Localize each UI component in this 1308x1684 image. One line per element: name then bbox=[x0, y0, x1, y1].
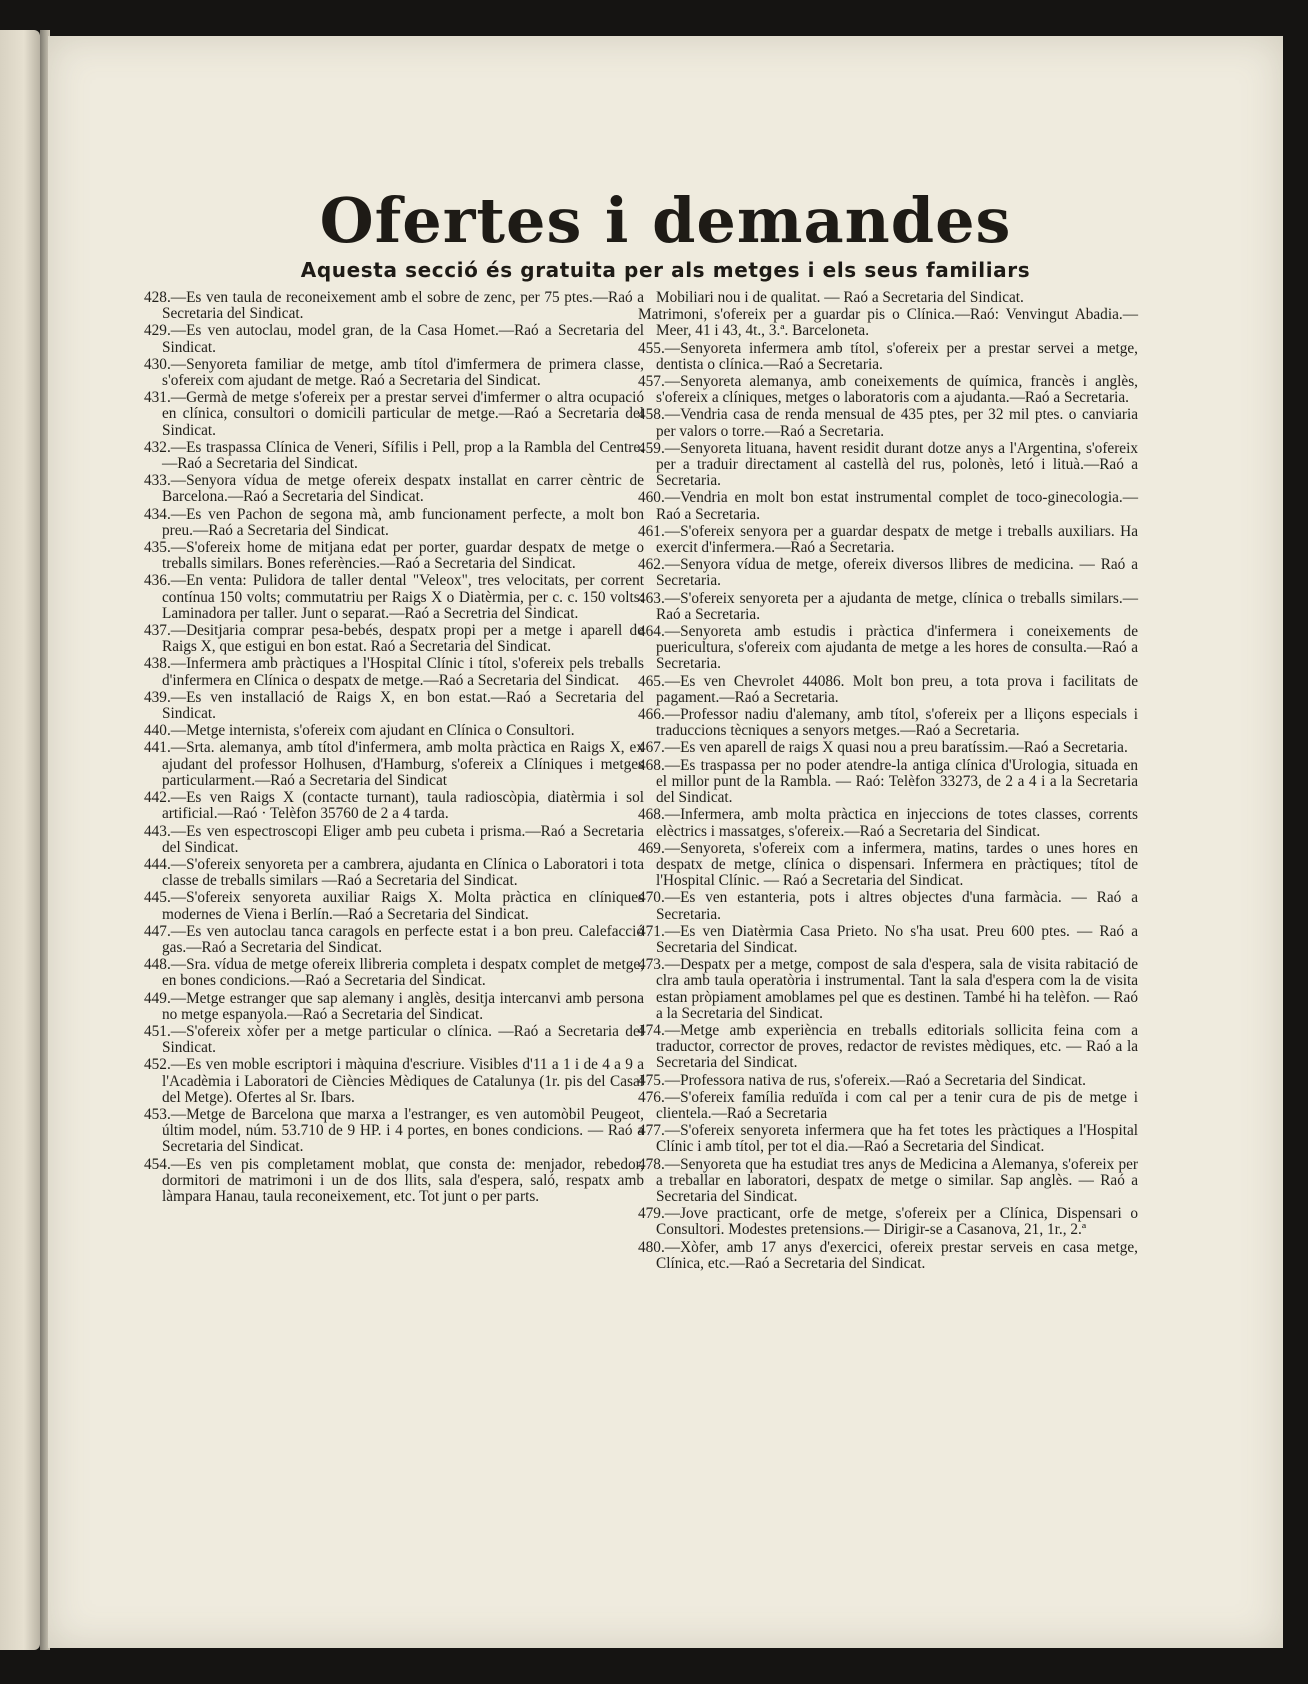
listing-number: 430. bbox=[144, 355, 171, 373]
listing-number: 428. bbox=[144, 289, 171, 306]
listing-number: 452. bbox=[144, 1056, 171, 1074]
listing-entry bbox=[638, 807, 1138, 839]
listing-entry bbox=[144, 323, 644, 355]
listing-entry bbox=[638, 841, 1138, 890]
listing-entry bbox=[638, 957, 1138, 1022]
listing-text: —S'ofereix senyoreta per a ajudanta de metge, clínica o treballs similars.—Raó a Secretaria. bbox=[656, 589, 1138, 623]
listing-entry bbox=[144, 390, 644, 439]
listing-number: 447. bbox=[144, 922, 171, 940]
listing-text: —Es ven taula de reconeixement amb el sobre de zenc, per 75 ptes.—Raó a Secretaria del Sindicat. bbox=[162, 289, 644, 323]
listing-number: 429. bbox=[144, 322, 171, 340]
listing-number: 444. bbox=[144, 855, 171, 873]
listing-entry bbox=[144, 790, 644, 822]
listing-number: 432. bbox=[144, 438, 171, 456]
listing-number: 461. bbox=[638, 522, 665, 540]
listing-entry bbox=[144, 924, 644, 956]
listing-entry bbox=[638, 758, 1138, 807]
listing-number: 466. bbox=[638, 706, 665, 724]
listing-number: 437. bbox=[144, 622, 171, 640]
listing-text: —S'ofereix família reduïda i com cal per a tenir cura de pis de metge i clientela.—Raó a Secretaria bbox=[656, 1088, 1138, 1122]
listing-entry bbox=[144, 1157, 644, 1206]
listing-entry bbox=[638, 924, 1138, 956]
listing-number: 476. bbox=[638, 1088, 665, 1106]
listing-number: 459. bbox=[638, 439, 665, 457]
listing-entry bbox=[638, 524, 1138, 556]
listing-text: —Vendria casa de renda mensual de 435 ptes, per 32 mil ptes. o canviaria per valors o torre.—Raó a Secretaria. bbox=[656, 406, 1138, 440]
listing-text: —Es ven Pachon de segona mà, amb funcionament perfecte, a molt bon preu.—Raó a Secretaria del Sindicat. bbox=[162, 505, 644, 539]
listing-text: —Senyoreta amb estudis i pràctica d'infermera i coneixements de puericultura, s'ofereix com ajudanta de metge a les hores de consulta.—Raó a Secretaria. bbox=[656, 623, 1138, 673]
listing-text: —Es ven installació de Raigs X, en bon estat.—Raó a Secretaria del Sindicat. bbox=[162, 688, 644, 723]
listing-entry bbox=[638, 490, 1138, 522]
listing-text: —Srta. alemanya, amb títol d'infermera, amb molta pràctica en Raigs X, ex ajudant del professor Holhusen, d'Hamburg, s'ofereix a Clíniques i metges particularment.—Raó a Secretaria del Sindicat bbox=[162, 739, 644, 789]
listing-number: 454. bbox=[144, 1155, 171, 1173]
listing-text: —Germà de metge s'ofereix per a prestar servei d'imfermer o altra ocupació en clínica, consultori o domicili particular de metge.—Raó a Secretaria del Sindicat. bbox=[162, 389, 644, 439]
listing-number: 460. bbox=[638, 489, 665, 507]
page-subtitle: Aquesta secció és gratuita per als metges i els seus familiars bbox=[300, 258, 1031, 282]
listing-entry bbox=[144, 991, 644, 1023]
listing-entry bbox=[144, 857, 644, 889]
listing-entry bbox=[638, 707, 1138, 739]
listing-number: 443. bbox=[144, 822, 171, 840]
listing-entry bbox=[144, 824, 644, 856]
listing-number: 438. bbox=[144, 655, 171, 673]
listing-entry bbox=[638, 1240, 1138, 1272]
listing-entry bbox=[144, 573, 644, 622]
listing-number: 471. bbox=[638, 922, 665, 940]
listing-text: —Es ven Diatèrmia Casa Prieto. No s'ha usat. Preu 600 ptes. — Raó a Secretaria del Sindicat. bbox=[656, 922, 1138, 956]
listing-entry bbox=[144, 1024, 644, 1056]
continuation-text: Mobiliari nou i de qualitat. — Raó a Secretaria del Sindicat. bbox=[656, 289, 1024, 306]
listing-entry bbox=[144, 473, 644, 505]
listing-entry bbox=[144, 540, 644, 572]
listing-text: —Senyora vídua de metge, ofereix diversos llibres de medicina. — Raó a Secretaria. bbox=[656, 556, 1138, 590]
listing-number: 440. bbox=[144, 722, 171, 740]
listing-text: —Es ven Raigs X (contacte turnant), taula radioscòpia, diatèrmia i sol artificial.—Raó · Telèfon 35760 de 2 a 4 tarda. bbox=[162, 789, 644, 823]
listing-text: —Es ven autoclau, model gran, de la Casa Homet.—Raó a Secretaria del Sindicat. bbox=[162, 322, 644, 356]
listing-text: —Es ven Chevrolet 44086. Molt bon preu, a tota prova i facilitats de pagament.—Raó a Secretaria. bbox=[656, 672, 1138, 706]
listing-entry bbox=[144, 623, 644, 655]
listing-number: 439. bbox=[144, 688, 171, 706]
listing-text: —S'ofereix senyoreta auxiliar Raigs X. Molta pràctica en clíniques modernes de Viena i Berlín.—Raó a Secretaria del Sindicat. bbox=[162, 889, 644, 923]
listing-text: —Senyoreta que ha estudiat tres anys de Medicina a Alemanya, s'ofereix per a treballar en laboratori, despatx de metge o similar. Sap anglès. — Raó a Secretaria del Sindicat. bbox=[656, 1155, 1138, 1205]
listing-number: 451. bbox=[144, 1022, 171, 1040]
listing-text: —Senyora vídua de metge ofereix despatx installat en carrer cèntric de Barcelona.—Raó a Secretaria del Sindicat. bbox=[162, 472, 644, 506]
listing-text: —Es ven autoclau tanca caragols en perfecte estat i a bon preu. Calefacció gas.—Raó a Secretaria del Sindicat. bbox=[162, 922, 644, 956]
listing-number: 468. bbox=[638, 806, 665, 824]
listing-number: 467. bbox=[638, 739, 665, 757]
page-title: Ofertes i demandes bbox=[319, 184, 1012, 257]
listing-number: 435. bbox=[144, 539, 171, 557]
listing-number: 478. bbox=[638, 1155, 665, 1173]
listing-text: —Jove practicant, orfe de metge, s'ofereix per a Clínica, Dispensari o Consultori. Modestes pretensions.— Dirigir-se a Casanova, 21, 1r., 2.ª bbox=[656, 1205, 1138, 1239]
listing-entry bbox=[638, 307, 1138, 339]
listing-number: 462. bbox=[638, 556, 665, 574]
listing-text: —Xòfer, amb 17 anys d'exercici, ofereix prestar serveis en casa metge, Clínica, etc.—Raó a Secretaria del Sindicat. bbox=[656, 1238, 1138, 1272]
listing-entry bbox=[144, 440, 644, 472]
listing-entry bbox=[144, 1057, 644, 1106]
listing-text: —Metge amb experiència en treballs editorials sollicita feina com a traductor, corrector de proves, redactor de revistes mèdiques, etc. — Raó a la Secretaria del Sindicat. bbox=[656, 1021, 1138, 1072]
listing-text: —Es traspassa per no poder atendre-la antiga clínica d'Urologia, situada en el millor punt de la Rambla. — Raó: Telèfon 33273, de 2 a 4 i a la Secretaria del Sindicat. bbox=[656, 756, 1138, 807]
listing-entry bbox=[144, 1107, 644, 1156]
listing-number: 473. bbox=[638, 956, 665, 974]
listing-text: —Professor nadiu d'alemany, amb títol, s'ofereix per a lliçons especials i traduccions tècniques a senyors metges.—Raó a Secretaria. bbox=[656, 706, 1138, 740]
listing-entry bbox=[638, 624, 1138, 673]
listing-entry bbox=[638, 1090, 1138, 1122]
listing-text: —S'ofereix senyoreta infermera que ha fet totes les pràctiques a l'Hospital Clínic i amb títol, per tot el dia.—Raó a Secretaria del Sindicat. bbox=[656, 1122, 1138, 1156]
listing-number: 463. bbox=[638, 589, 665, 607]
listing-number: 445. bbox=[144, 889, 171, 907]
listing-text: —Metge internista, s'ofereix com ajudant en Clínica o Consultori. bbox=[170, 722, 575, 740]
listing-text: —Vendria en molt bon estat instrumental complet de toco-ginecologia.—Raó a Secretaria. bbox=[656, 489, 1138, 523]
listing-entry bbox=[638, 674, 1138, 706]
listing-entry bbox=[144, 890, 644, 922]
listing-entry bbox=[638, 374, 1138, 406]
listing-number: 469. bbox=[638, 839, 665, 857]
listing-text: —S'ofereix senyoreta per a cambrera, ajudanta en Clínica o Laboratori i tota classe de treballs similars —Raó a Secretaria del Sindicat. bbox=[162, 855, 644, 890]
listing-text: —Senyoreta lituana, havent residit durant dotze anys a l'Argentina, s'ofereix per a traduir directament al castellà del rus, polonès, letó i lituà.—Raó a Secretaria. bbox=[656, 439, 1138, 490]
listing-text: —S'ofereix home de mitjana edat per porter, guardar despatx de metge o treballs similars. Bones referències.—Raó a Secretaria del Sindicat. bbox=[162, 539, 644, 573]
listing-number: 449. bbox=[144, 989, 171, 1007]
listing-text: —Metge de Barcelona que marxa a l'estranger, es ven automòbil Peugeot, últim model, núm. 53.710 de 9 HP. i 4 portes, en bones condicions. — Raó a Secretaria del Sindicat. bbox=[162, 1105, 644, 1156]
listing-text: —S'ofereix xòfer per a metge particular o clínica. —Raó a Secretaria del Sindicat. bbox=[162, 1022, 644, 1057]
listing-number: 465. bbox=[638, 672, 665, 690]
listing-text: —Infermera, amb molta pràctica en injeccions de totes classes, corrents elèctrics i massatges, s'ofereix.—Raó a Secretaria del Sindicat. bbox=[656, 806, 1138, 840]
listing-text: —Desitjaria comprar pesa-bebés, despatx propi per a metge i aparell de Raigs X, que estigui en bon estat. Raó a Secretaria del Sindicat. bbox=[162, 622, 644, 656]
listing-entry bbox=[144, 357, 644, 389]
listing-text: —Metge estranger que sap alemany i anglès, desitja intercanvi amb persona no metge espanyola.—Raó a Secretaria del Sindicat. bbox=[162, 989, 644, 1023]
listing-number: 470. bbox=[638, 889, 665, 907]
listing-number: 431. bbox=[144, 389, 171, 407]
listing-text: —Senyoreta familiar de metge, amb títol d'imfermera de primera classe, s'ofereix com ajudant de metge. Raó a Secretaria del Sindicat. bbox=[162, 355, 644, 390]
listing-text: —Senyoreta alemanya, amb coneixements de química, francès i anglès, s'ofereix a clíniques, metges o laboratoris com a ajudanta.—Raó a Secretaria. bbox=[656, 373, 1138, 407]
listing-text: —Es ven aparell de raigs X quasi nou a preu baratíssim.—Raó a Secretaria. bbox=[664, 739, 1128, 757]
adjacent-page-edge bbox=[0, 30, 40, 1650]
listing-text: —Es ven espectroscopi Eliger amb peu cubeta i prisma.—Raó a Secretaria del Sindicat. bbox=[162, 822, 644, 856]
listing-text: —Es ven moble escriptori i màquina d'escriure. Visibles d'11 a 1 i de 4 a 9 a l'Acadèmia i Laboratori de Ciències Mèdiques de Catalunya (1r. pis del Casal del Metge). Ofertes al Sr. Ibars. bbox=[162, 1056, 644, 1106]
listing-text: —Professora nativa de rus, s'ofereix.—Raó a Secretaria del Sindicat. bbox=[664, 1071, 1086, 1089]
listing-text: —Despatx per a metge, compost de sala d'espera, sala de visita rabitació de clra amb taula operatòria i instrumental. Tant la sala d'espera com la de visita estan pròpiament amoblames pel que es destinen. També hi ha telèfon. — Raó a la Secretaria del Sindicat. bbox=[656, 956, 1138, 1022]
listing-text: —Infermera amb pràctiques a l'Hospital Clínic i títol, s'ofereix pels treballs d'infermera en Clínica o despatx de metge.—Raó a Secretaria del Sindicat. bbox=[162, 655, 644, 689]
listing-entry bbox=[638, 407, 1138, 439]
listing-text: —Es traspassa Clínica de Veneri, Sífilis i Pell, prop a la Rambla del Centre.—Raó a Secretaria del Sindicat. bbox=[162, 438, 644, 473]
listing-number: 453. bbox=[144, 1105, 171, 1123]
listing-number: 474. bbox=[638, 1021, 665, 1039]
listing-entry bbox=[144, 690, 644, 722]
listing-number: 457. bbox=[638, 373, 665, 391]
listing-entry bbox=[638, 1023, 1138, 1072]
left-column bbox=[144, 290, 644, 1206]
listing-number: 477. bbox=[638, 1122, 665, 1140]
listing-text: —Es ven estanteria, pots i altres objectes d'una farmàcia. — Raó a Secretaria. bbox=[656, 889, 1138, 923]
listing-entry bbox=[638, 591, 1138, 623]
listing-entry bbox=[638, 740, 1138, 756]
listing-number: 475. bbox=[638, 1071, 665, 1089]
listing-entry bbox=[144, 957, 644, 989]
listing-text: Matrimoni, s'ofereix per a guardar pis o Clínica.—Raó: Venvingut Abadia.—Meer, 41 i 43, 4t., 3.ª. Barceloneta. bbox=[638, 306, 1138, 340]
right-column bbox=[638, 290, 1138, 1273]
listing-number: 480. bbox=[638, 1238, 665, 1256]
listing-number: 468. bbox=[638, 756, 665, 774]
listing-entry bbox=[638, 890, 1138, 922]
listing-entry bbox=[638, 1206, 1138, 1238]
listing-number: 442. bbox=[144, 789, 171, 807]
listing-entry bbox=[144, 290, 644, 322]
listing-entry bbox=[144, 723, 644, 739]
listing-number: 479. bbox=[638, 1205, 665, 1223]
listing-text: —Senyoreta, s'ofereix com a infermera, matins, tardes o unes hores en despatx de metge, clínica o dispensari. Infermera en pràctiques; títol de l'Hospital Clínic. — Raó a Secretaria del Sindicat. bbox=[656, 839, 1138, 890]
listing-entry bbox=[638, 441, 1138, 490]
listing-entry bbox=[638, 1073, 1138, 1089]
listing-text: —S'ofereix senyora per a guardar despatx de metge i treballs auxiliars. Ha exercit d'infermera.—Raó a Secretaria. bbox=[656, 522, 1138, 557]
listing-number: 458. bbox=[638, 406, 665, 424]
listing-entry bbox=[144, 656, 644, 688]
page bbox=[48, 36, 1283, 1648]
listing-number: 455. bbox=[638, 339, 665, 357]
listing-entry bbox=[638, 1157, 1138, 1206]
listing-number: 464. bbox=[638, 623, 665, 641]
listing-text: —Es ven pis completament moblat, que consta de: menjador, rebedor, dormitori de matrimoni i un de dos llits, sala d'espera, saló, respatx amb làmpara Hanau, taula reconeixement, etc. Tot junt o per parts. bbox=[162, 1155, 644, 1205]
listing-number: 434. bbox=[144, 505, 171, 523]
listing-text: —Senyoreta infermera amb títol, s'ofereix per a prestar servei a metge, dentista o clínica.—Raó a Secretaria. bbox=[656, 339, 1138, 373]
listing-number: 436. bbox=[144, 572, 171, 590]
listing-number: 448. bbox=[144, 956, 171, 974]
listing-text: —En venta: Pulidora de taller dental "Veleox", tres velocitats, per corrent contínua 150 volts; commutatriu per Raigs X o Diatèrmia, per c. c. 150 volts: Laminadora per taller. Junt o separat.—Raó a Secretria del Sindicat. bbox=[162, 572, 644, 622]
listing-entry bbox=[638, 557, 1138, 589]
listing-number: 441. bbox=[144, 739, 171, 757]
listing-number: 433. bbox=[144, 472, 171, 490]
listing-entry bbox=[144, 507, 644, 539]
listing-text: —Sra. vídua de metge ofereix llibreria completa i despatx complet de metge, en bones condicions.—Raó a Secretaria del Sindicat. bbox=[162, 956, 644, 990]
listing-entry bbox=[638, 341, 1138, 373]
listing-entry bbox=[144, 740, 644, 789]
listing-entry bbox=[638, 1123, 1138, 1155]
